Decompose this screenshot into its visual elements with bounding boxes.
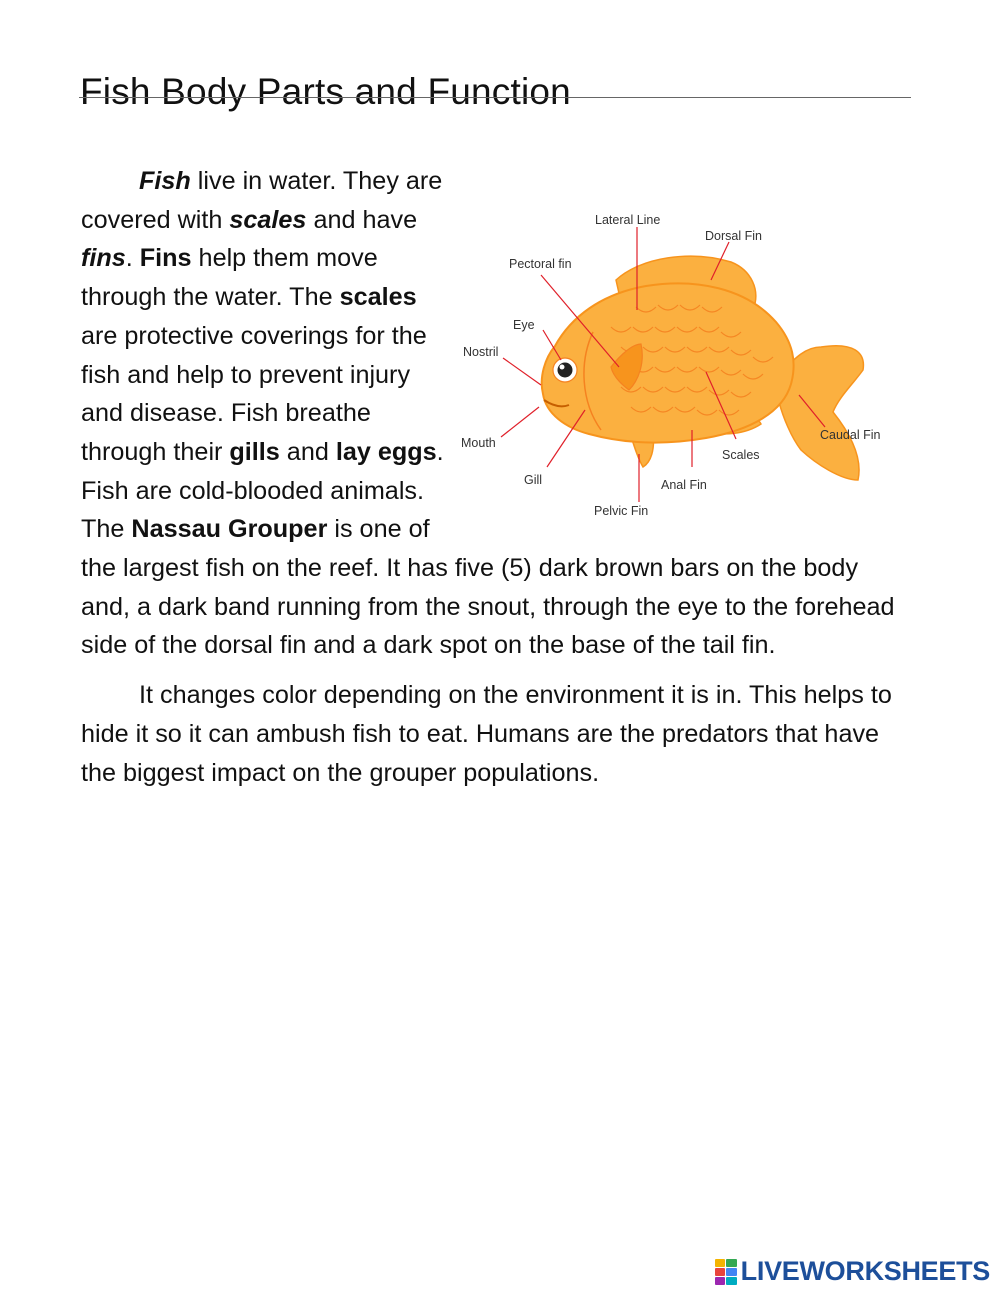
label-anal-fin: Anal Fin <box>661 478 707 492</box>
liveworksheets-logo-text: LIVEWORKSHEETS <box>740 1256 990 1286</box>
term-lay-eggs: lay eggs <box>335 437 437 466</box>
term-scales-bold: scales <box>339 283 417 312</box>
label-mouth: Mouth <box>461 436 496 450</box>
term-fins-bold: Fins <box>139 244 192 273</box>
label-dorsal-fin: Dorsal Fin <box>705 229 762 243</box>
liveworksheets-logo-icon <box>715 1259 737 1285</box>
label-nostril: Nostril <box>463 345 499 359</box>
fish-diagram-svg <box>461 162 911 530</box>
label-scales: Scales <box>722 448 760 462</box>
paragraph-intro: Fish live in water. They are covered with scales and have fins. Fins help them move through the water. The scales are protective coverings for the fish and help to prevent injury and disease. Fish breathe through their gills and lay eggs. Fish are cold-blooded animals. The Nassau Grouper is one of the largest fish on the reef. It has five (5) dark brown bars on the body and, a dark band running from the snout, through the eye to the forehead side of the dorsal fin and a dark spot on the base of the tail fin. <box>81 167 895 660</box>
label-lateral-line: Lateral Line <box>595 213 661 227</box>
title-divider <box>79 97 911 98</box>
liveworksheets-logo[interactable] <box>715 1256 990 1287</box>
fish-diagram <box>461 162 911 530</box>
label-eye: Eye <box>513 318 535 332</box>
term-fins: fins <box>81 244 126 273</box>
paragraph-camouflage: It changes color depending on the environment it is in. This helps to hide it so it can ambush fish to eat. Humans are the predators that have the biggest impact on the grouper populations. <box>81 681 892 787</box>
worksheet-body <box>81 162 911 792</box>
label-pelvic-fin: Pelvic Fin <box>594 504 649 518</box>
term-fish: Fish <box>139 167 191 195</box>
term-nassau-grouper: Nassau Grouper <box>131 515 328 544</box>
label-caudal-fin: Caudal Fin <box>820 428 881 442</box>
term-gills: gills <box>229 437 280 466</box>
label-pectoral-fin: Pectoral fin <box>509 257 572 271</box>
label-gill: Gill <box>524 473 543 487</box>
term-scales: scales <box>229 205 307 234</box>
page-title: Fish Body Parts and Function <box>80 70 571 112</box>
